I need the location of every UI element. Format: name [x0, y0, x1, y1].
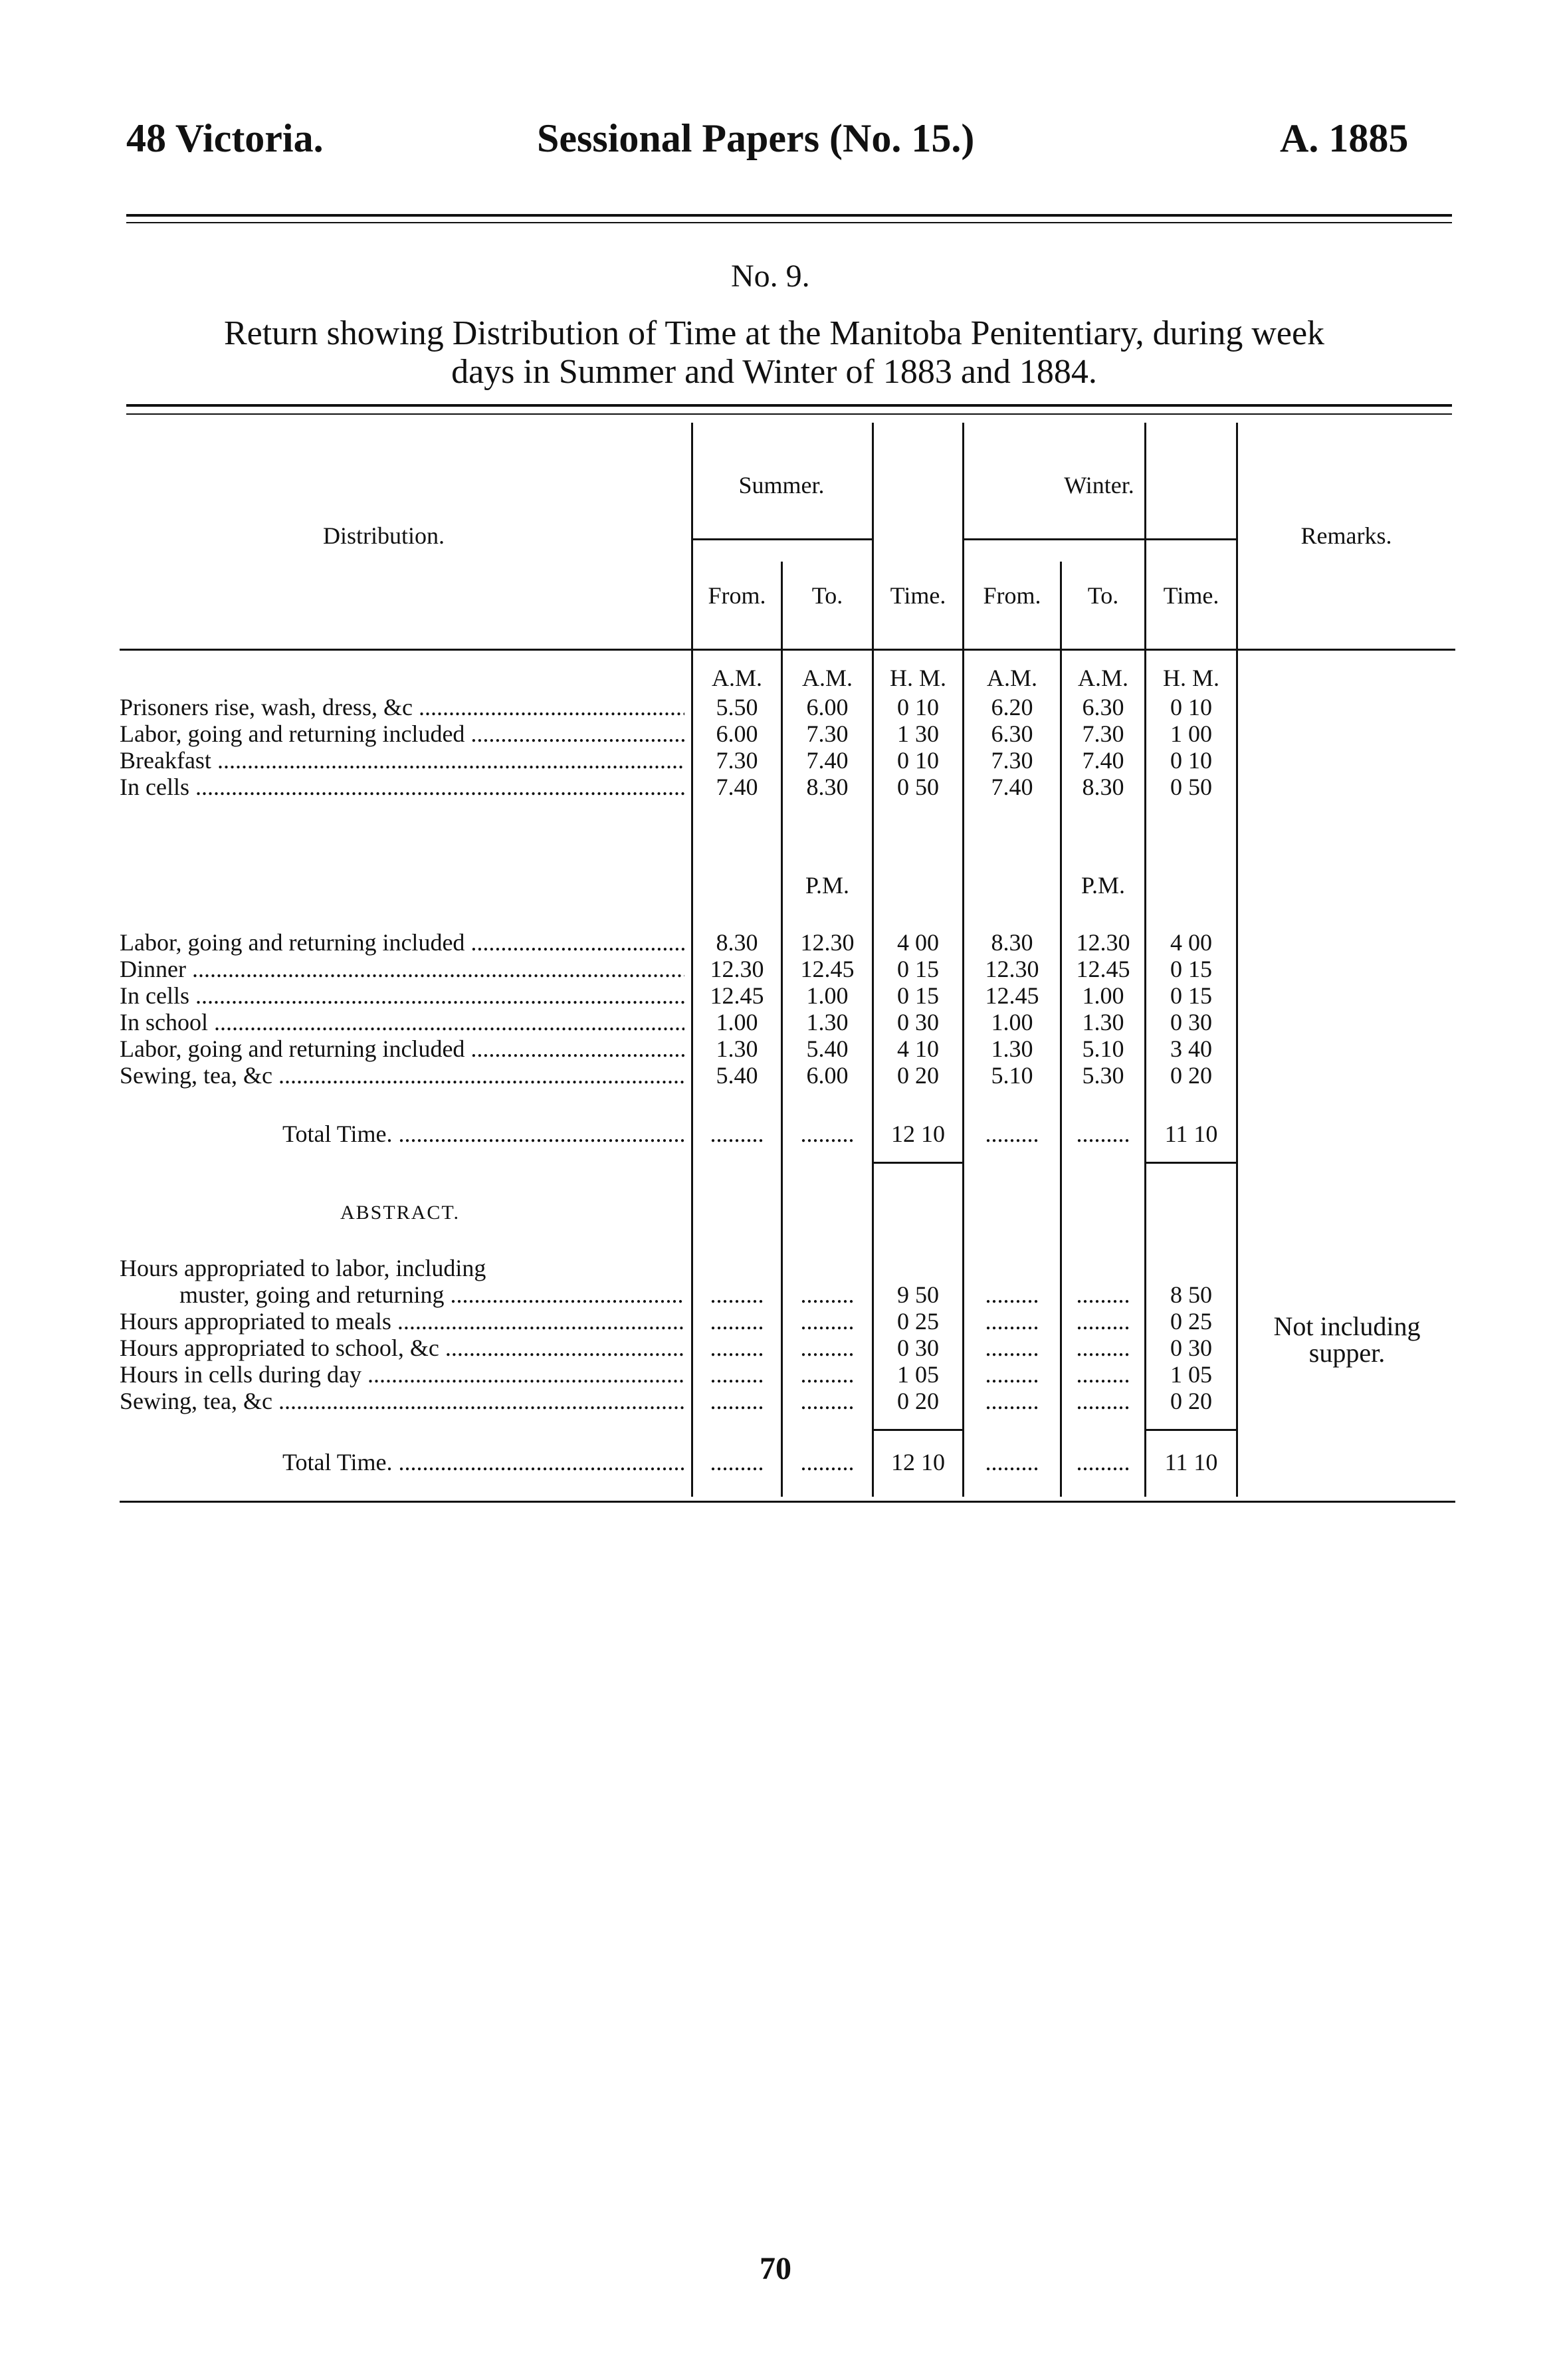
dots: .........: [800, 1449, 855, 1475]
summer-time: 0 20: [897, 1388, 939, 1414]
table-row: [120, 694, 1349, 720]
winter-from: 7.30: [991, 747, 1033, 774]
dots: .........: [710, 1121, 764, 1147]
summer-time: 0 20: [897, 1062, 939, 1089]
winter-to: 1.00: [1082, 982, 1124, 1009]
dots: .........: [985, 1308, 1039, 1335]
table-row: [120, 720, 1349, 747]
summer-time: 0 10: [897, 747, 939, 774]
dots: .........: [710, 1281, 764, 1308]
dots: .........: [800, 1388, 855, 1414]
winter-to: 6.30: [1082, 694, 1124, 720]
winter-from: 6.20: [991, 694, 1033, 720]
summer-time: 1 30: [897, 720, 939, 747]
winter-total: 11 10: [1164, 1121, 1218, 1147]
summer-time: 4 00: [897, 929, 939, 956]
winter-time: 0 30: [1170, 1009, 1212, 1035]
unit-s-from: A.M.: [711, 665, 762, 691]
row-label: In school .....: [120, 1009, 684, 1035]
row-label: Labor, going and returning included .....: [120, 720, 684, 747]
header-right: A. 1885: [1280, 116, 1409, 160]
winter-from: 8.30: [991, 929, 1033, 956]
dots: .........: [985, 1449, 1039, 1475]
summer-from: 8.30: [716, 929, 758, 956]
dots: .........: [800, 1308, 855, 1335]
summer-to: 8.30: [806, 774, 849, 800]
summer-time: 0 15: [897, 982, 939, 1009]
summer-to: 6.00: [806, 1062, 849, 1089]
summer-to: 5.40: [806, 1035, 849, 1062]
dots: .........: [800, 1121, 855, 1147]
summer-total1-rule: [872, 1162, 962, 1164]
dots: .........: [985, 1335, 1039, 1361]
page-number: 70: [760, 2251, 791, 2286]
row-label: Hours appropriated to labor, including: [120, 1255, 486, 1281]
summer-time: 0 10: [897, 694, 939, 720]
summer-to: 12.45: [800, 956, 855, 982]
winter-from-header: From.: [983, 582, 1041, 609]
winter-from: 5.10: [991, 1062, 1033, 1089]
table-row: [120, 1308, 1349, 1335]
table-row: [120, 747, 1349, 774]
title-rule-top: [126, 404, 1452, 407]
summer-from: 6.00: [716, 720, 758, 747]
row-label: Labor, going and returning included .....: [120, 1035, 684, 1062]
summer-to: 1.00: [806, 982, 849, 1009]
summer-from-header: From.: [708, 582, 766, 609]
dots: .........: [710, 1361, 764, 1388]
winter-to: 5.10: [1082, 1035, 1124, 1062]
row-label: Labor, going and returning included .....: [120, 929, 684, 956]
table-row: [120, 929, 1349, 956]
summer-total: 12 10: [891, 1449, 945, 1475]
table-row: [120, 774, 1349, 800]
dots: .........: [1076, 1335, 1130, 1361]
summer-total: 12 10: [891, 1121, 945, 1147]
table-row: [120, 1255, 1349, 1281]
summer-time: 4 10: [897, 1035, 939, 1062]
row-label: Hours appropriated to meals .....: [120, 1308, 684, 1335]
header-bottom-rule: [120, 649, 1455, 651]
total-row: [120, 1449, 1349, 1475]
table-row: [120, 1281, 1349, 1308]
unit-w-time: H. M.: [1162, 665, 1219, 691]
row-label: Hours appropriated to school, &c .....: [120, 1335, 684, 1361]
title-rule-bottom: [126, 413, 1452, 415]
table-bottom-rule: [120, 1501, 1455, 1503]
winter-time: 0 10: [1170, 694, 1212, 720]
summer-time: 0 30: [897, 1335, 939, 1361]
dots: .........: [710, 1388, 764, 1414]
summer-time: 9 50: [897, 1281, 939, 1308]
row-label: Hours in cells during day .....: [120, 1361, 684, 1388]
winter-time: 0 20: [1170, 1388, 1212, 1414]
winter-time: 8 50: [1170, 1281, 1212, 1308]
dots: .........: [985, 1388, 1039, 1414]
summer-to: 1.30: [806, 1009, 849, 1035]
winter-from: 1.00: [991, 1009, 1033, 1035]
row-label: Sewing, tea, &c .....: [120, 1062, 684, 1089]
document-title-line2: days in Summer and Winter of 1883 and 1884.: [451, 353, 1097, 391]
summer-time: 0 25: [897, 1308, 939, 1335]
abstract-heading: ABSTRACT.: [340, 1202, 460, 1224]
winter-to: 12.45: [1076, 956, 1130, 982]
dots: .........: [800, 1361, 855, 1388]
remark-line2: supper.: [1308, 1338, 1386, 1368]
dots: .........: [985, 1121, 1039, 1147]
dots: .........: [800, 1281, 855, 1308]
summer-to: 7.30: [806, 720, 849, 747]
dots: .........: [1076, 1308, 1130, 1335]
row-label: In cells .....: [120, 774, 684, 800]
dots: .........: [1076, 1388, 1130, 1414]
row-label: Dinner .....: [120, 956, 684, 982]
winter-time: 0 15: [1170, 956, 1212, 982]
summer-from: 7.40: [716, 774, 758, 800]
winter-time: 0 10: [1170, 747, 1212, 774]
header-rule-top: [126, 214, 1452, 217]
summer-from: 1.30: [716, 1035, 758, 1062]
summer-from: 12.30: [710, 956, 764, 982]
winter-time: 0 30: [1170, 1335, 1212, 1361]
summer-time: 0 30: [897, 1009, 939, 1035]
table-row: [120, 1035, 1349, 1062]
row-label: Sewing, tea, &c .....: [120, 1388, 684, 1414]
summer-to-header: To.: [811, 582, 843, 609]
table-row: [120, 956, 1349, 982]
dots: .........: [710, 1449, 764, 1475]
table-row: [120, 1388, 1349, 1414]
col-summer: Summer.: [738, 472, 825, 498]
header-center: Sessional Papers (No. 15.): [537, 116, 975, 160]
winter-from: 6.30: [991, 720, 1033, 747]
winter-time: 1 05: [1170, 1361, 1212, 1388]
table-row: [120, 1361, 1349, 1388]
winter-to: 7.40: [1082, 747, 1124, 774]
header-rule-bottom: [126, 222, 1452, 223]
winter-total2-rule: [1144, 1429, 1236, 1431]
table-row: [120, 1009, 1349, 1035]
winter-from: 1.30: [991, 1035, 1033, 1062]
unit-w-from: A.M.: [986, 665, 1037, 691]
winter-subrule: [962, 538, 1236, 540]
row-label: Prisoners rise, wash, dress, &c .....: [120, 694, 684, 720]
total-label: Total Time. .....: [282, 1121, 684, 1147]
winter-to: 7.30: [1082, 720, 1124, 747]
winter-from: 12.30: [985, 956, 1039, 982]
units-pm-row: [120, 872, 1349, 899]
summer-time: 0 15: [897, 956, 939, 982]
dots: .........: [985, 1361, 1039, 1388]
winter-from: 7.40: [991, 774, 1033, 800]
winter-time: 0 20: [1170, 1062, 1212, 1089]
winter-to: 5.30: [1082, 1062, 1124, 1089]
dots: .........: [1076, 1281, 1130, 1308]
document-title-line1: Return showing Distribution of Time at the Manitoba Penitentiary, during week: [223, 314, 1325, 352]
table-row: [120, 1062, 1349, 1089]
winter-total1-rule: [1144, 1162, 1236, 1164]
summer-from: 1.00: [716, 1009, 758, 1035]
summer-time: 0 50: [897, 774, 939, 800]
summer-subrule: [691, 538, 872, 540]
winter-time: 0 25: [1170, 1308, 1212, 1335]
unit-s-to-pm: P.M.: [805, 872, 850, 899]
dots: .........: [710, 1308, 764, 1335]
dots: .........: [800, 1335, 855, 1361]
col-winter: Winter.: [1064, 472, 1134, 498]
winter-time: 0 15: [1170, 982, 1212, 1009]
winter-time: 4 00: [1170, 929, 1212, 956]
table-row: [120, 1335, 1349, 1361]
table-row: [120, 982, 1349, 1009]
units-am-row: [120, 665, 1349, 691]
dots: .........: [1076, 1449, 1130, 1475]
col-distribution: Distribution.: [323, 522, 445, 549]
winter-to-header: To.: [1087, 582, 1119, 609]
unit-w-to: A.M.: [1077, 665, 1128, 691]
winter-from: 12.45: [985, 982, 1039, 1009]
unit-s-to: A.M.: [801, 665, 853, 691]
dots: .........: [1076, 1121, 1130, 1147]
winter-total: 11 10: [1164, 1449, 1218, 1475]
dots: .........: [985, 1281, 1039, 1308]
remark-line1: Not including: [1273, 1311, 1421, 1341]
dots: .........: [1076, 1361, 1130, 1388]
row-label: Breakfast .....: [120, 747, 684, 774]
winter-to: 1.30: [1082, 1009, 1124, 1035]
summer-time-header: Time.: [890, 582, 946, 609]
dots: .........: [710, 1335, 764, 1361]
summer-time: 1 05: [897, 1361, 939, 1388]
col-remarks: Remarks.: [1300, 522, 1392, 549]
summer-from: 7.30: [716, 747, 758, 774]
row-label-cont: muster, going and returning .....: [179, 1281, 684, 1308]
summer-to: 12.30: [800, 929, 855, 956]
winter-to: 8.30: [1082, 774, 1124, 800]
winter-time-header: Time.: [1163, 582, 1219, 609]
total-label: Total Time. .....: [282, 1449, 684, 1475]
unit-s-time: H. M.: [889, 665, 946, 691]
unit-w-to-pm: P.M.: [1081, 872, 1126, 899]
total-row: [120, 1121, 1349, 1147]
winter-time: 1 00: [1170, 720, 1212, 747]
document-number: No. 9.: [731, 259, 810, 294]
summer-from: 5.50: [716, 694, 758, 720]
summer-total2-rule: [872, 1429, 962, 1431]
winter-time: 3 40: [1170, 1035, 1212, 1062]
summer-from: 12.45: [710, 982, 764, 1009]
header-left: 48 Victoria.: [126, 116, 324, 160]
summer-from: 5.40: [716, 1062, 758, 1089]
summer-to: 6.00: [806, 694, 849, 720]
winter-time: 0 50: [1170, 774, 1212, 800]
row-label: In cells .....: [120, 982, 684, 1009]
summer-to: 7.40: [806, 747, 849, 774]
winter-to: 12.30: [1076, 929, 1130, 956]
